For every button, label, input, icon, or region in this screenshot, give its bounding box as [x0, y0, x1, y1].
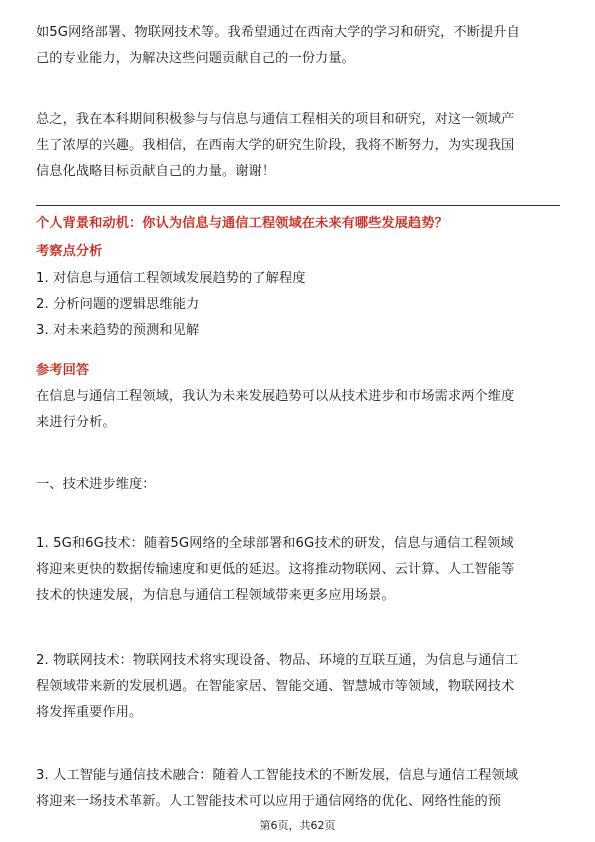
- point-3-paragraph: [36, 763, 562, 815]
- point-3-line-1: 3. 人工智能与通信技术融合：随着人工智能技术的不断发展，信息与通信工程领域: [36, 768, 519, 783]
- intro-line-2: 己的专业能力，为解决这些问题贡献自己的一份力量。: [36, 51, 355, 66]
- point-2-line-1: 2. 物联网技术：物联网技术将实现设备、物品、环境的互联互通，为信息与通信工: [36, 653, 519, 668]
- tech-section-heading: 一、技术进步维度：: [36, 477, 156, 492]
- analysis-heading: 考察点分析: [36, 244, 103, 259]
- conclusion-paragraph: [36, 107, 562, 185]
- analysis-list: [36, 266, 562, 344]
- answer-intro: [36, 384, 562, 436]
- point-1-line-1: 1. 5G和6G技术：随着5G网络的全球部署和6G技术的研发，信息与通信工程领域: [36, 536, 514, 551]
- section-divider: [36, 205, 560, 206]
- conclusion-line-3: 信息化战略目标贡献自己的力量。谢谢！: [36, 164, 276, 179]
- analysis-item-2: 2. 分析问题的逻辑思维能力: [36, 297, 200, 312]
- point-2-line-2: 程领域带来新的发展机遇。在智能家居、智能交通、智慧城市等领域，物联网技术: [36, 679, 515, 694]
- intro-paragraph: [36, 20, 562, 72]
- point-3-line-2: 将迎来一场技术革新。人工智能技术可以应用于通信网络的优化、网络性能的预: [36, 794, 502, 809]
- conclusion-line-2: 生了浓厚的兴趣。我相信，在西南大学的研究生阶段，我将不断努力，为实现我国: [36, 138, 515, 153]
- answer-intro-line-1: 在信息与通信工程领域，我认为未来发展趋势可以从技术进步和市场需求两个维度: [36, 389, 515, 404]
- question-title: 个人背景和动机：你认为信息与通信工程领域在未来有哪些发展趋势？: [36, 216, 448, 231]
- point-2-paragraph: [36, 648, 562, 726]
- point-2-line-3: 将发挥重要作用。: [36, 705, 143, 720]
- analysis-item-1: 1. 对信息与通信工程领域发展趋势的了解程度: [36, 271, 306, 286]
- point-1-line-2: 将迎来更快的数据传输速度和更低的延迟。这将推动物联网、云计算、人工智能等: [36, 562, 515, 577]
- point-1-paragraph: [36, 531, 562, 609]
- answer-heading: 参考回答: [36, 363, 90, 378]
- point-1-line-3: 技术的快速发展，为信息与通信工程领域带来更多应用场景。: [36, 588, 395, 603]
- conclusion-line-1: 总之，我在本科期间积极参与与信息与通信工程相关的项目和研究，对这一领域产: [36, 112, 515, 127]
- analysis-item-3: 3. 对未来趋势的预测和见解: [36, 323, 200, 338]
- intro-line-1: 如5G网络部署、物联网技术等。我希望通过在西南大学的学习和研究，不断提升自: [36, 25, 520, 40]
- answer-intro-line-2: 来进行分析。: [36, 415, 116, 430]
- page-number-footer: 第6页，共62页: [259, 819, 336, 832]
